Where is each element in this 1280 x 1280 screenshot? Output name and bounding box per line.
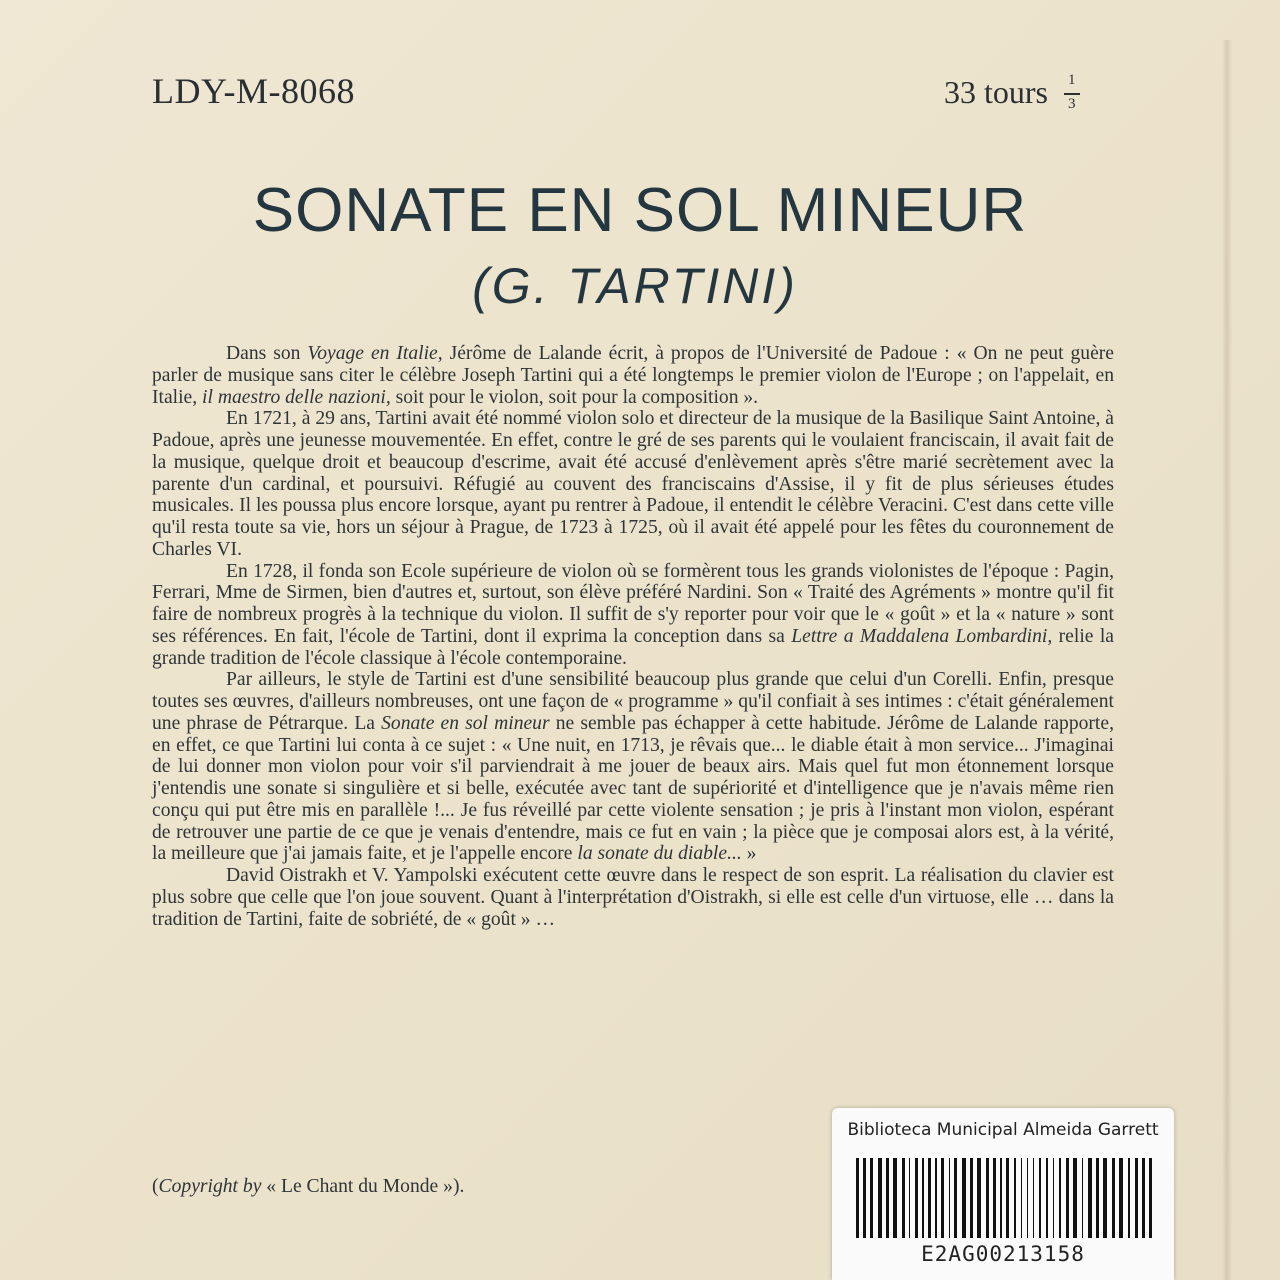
italic-text: Voyage en Italie, bbox=[307, 343, 443, 364]
barcode-bar bbox=[1149, 1158, 1152, 1238]
barcode-bar bbox=[1006, 1158, 1009, 1238]
barcode-bar bbox=[1073, 1158, 1077, 1238]
barcode-bar bbox=[886, 1158, 889, 1238]
barcode-bar bbox=[915, 1158, 918, 1238]
barcode-bar bbox=[993, 1158, 996, 1238]
barcode-bar bbox=[1059, 1158, 1062, 1238]
copyright-italic: Copyright by bbox=[158, 1176, 262, 1197]
speed-fraction bbox=[1062, 71, 1082, 116]
barcode-bar bbox=[1000, 1158, 1001, 1238]
barcode-bar bbox=[1088, 1158, 1092, 1238]
barcode-bar bbox=[1103, 1158, 1107, 1238]
paragraph bbox=[152, 408, 1114, 560]
paragraph bbox=[152, 669, 1114, 865]
barcode-bar bbox=[909, 1158, 910, 1238]
barcode-bar bbox=[878, 1158, 882, 1238]
text-run: En 1728, il fonda son Ecole supérieure de violon où se formèrent tous les grands violonistes de l'époque : Pagin, Ferrari, Mme de Sirmen, bien d'autres et, surtout, son élève préféré Nardini. Son « Traité des Agréments » montre qu'il fit faire de nombreux progrès à la technique du violon. Il suffit de s'y reporter pour voir que le « goût » et la « nature » sont ses références. En fait, l'école de Tartini, dont il exprima la conception dans sa bbox=[152, 560, 1114, 647]
barcode-bar bbox=[1014, 1158, 1017, 1238]
barcode-bar bbox=[1021, 1158, 1022, 1238]
page-title: SONATE EN SOL MINEUR bbox=[252, 176, 1028, 245]
barcode-number: E2AG00213158 bbox=[921, 1242, 1085, 1266]
barcode-bar bbox=[941, 1158, 944, 1238]
paragraph bbox=[152, 343, 1114, 408]
barcode-bar bbox=[1033, 1158, 1034, 1238]
barcode-bar bbox=[1142, 1158, 1145, 1238]
paragraph bbox=[152, 865, 1114, 930]
barcode-bar bbox=[1096, 1158, 1099, 1238]
barcode-bar bbox=[1066, 1158, 1069, 1238]
text-run: Par ailleurs, le style de Tartini est d'une sensibilité beaucoup plus grande que celui d'un Corelli. Enfin, presque toutes ses œuvres, d'ailleurs nombreuses, ont une façon de « programme » qu'il confiait à ses intimes : c'était généralement une phrase de Pétrarque. La bbox=[152, 669, 1114, 734]
barcode-bar bbox=[1119, 1158, 1123, 1238]
text-run: David Oistrakh et V. Yampolski exécutent cette œuvre dans le respect de son esprit. La réalisation du clavier est plus sobre que celle que l'on joue souvent. Quant à l'interprétation d'Oistrakh, si elle est celle d'un virtuose, elle … dans la tradition de Tartini, faite de sobriété, de « goût » … bbox=[152, 865, 1114, 930]
speed-fraction-numerator: 1 bbox=[1068, 71, 1076, 88]
library-barcode-label bbox=[832, 1108, 1174, 1280]
italic-text: il maestro delle nazioni, bbox=[202, 386, 391, 408]
barcode-bar bbox=[928, 1158, 931, 1238]
barcode-bar bbox=[1046, 1158, 1049, 1238]
barcode-bar bbox=[949, 1158, 950, 1238]
speed-fraction-bar bbox=[1064, 93, 1080, 95]
record-speed bbox=[944, 71, 1082, 116]
italic-text: Lettre a Maddalena Lombardini, bbox=[791, 625, 1053, 647]
barcode-bar bbox=[977, 1158, 981, 1238]
barcode-bar bbox=[1039, 1158, 1042, 1238]
barcode-bar bbox=[986, 1158, 989, 1238]
barcode-bar bbox=[970, 1158, 973, 1238]
barcode-bar bbox=[1053, 1158, 1054, 1238]
barcode-bar bbox=[856, 1158, 859, 1238]
text-run: soit pour le violon, soit pour la composition ». bbox=[390, 386, 759, 408]
barcode-bar bbox=[902, 1158, 905, 1238]
italic-text: la sonate du diable... bbox=[577, 843, 742, 865]
composer-subtitle: (G. TARTINI) bbox=[472, 258, 798, 314]
liner-notes-body bbox=[152, 343, 1114, 930]
barcode-bar bbox=[962, 1158, 966, 1238]
barcode-bar bbox=[1135, 1158, 1138, 1238]
text-run: ne semble pas échapper à cette habitude. Jérôme de Lalande rapporte, en effet, ce que Tartini lui conta à ce sujet : « Une nuit, en 1713, je rêvais que... le diable était à mon service... J'imaginai de lui donner mon violon pour voir s'il parviendrait à me jouer de beaux airs. Mais quel fut mon étonnement lorsque j'entendis une sonate si singulière et si belle, exécutée avec tant de supériorité et d'intelligence que je n'avais même rien conçu qui put être mis en parallèle !... Je fus réveillé par cette violente sensation ; je pris à l'instant mon violon, espérant de retrouver une partie de ce que je venais d'entendre, mais ce fut en vain ; la pièce que je composai alors est, à la vérité, la meilleure que j'ai jamais faite, et je l'appelle encore bbox=[152, 712, 1114, 865]
text-run: » bbox=[741, 843, 757, 865]
barcode-bar bbox=[870, 1158, 873, 1238]
barcode-bar bbox=[1112, 1158, 1115, 1238]
catalog-number: LDY-M-8068 bbox=[152, 71, 355, 111]
barcode-bar bbox=[863, 1158, 866, 1238]
library-name: Biblioteca Municipal Almeida Garrett bbox=[847, 1120, 1159, 1140]
text-run: relie la grande tradition de l'école classique à l'école contemporaine. bbox=[152, 625, 1114, 669]
barcode-bar bbox=[922, 1158, 923, 1238]
record-speed-text: 33 tours bbox=[944, 74, 1048, 110]
barcode-bar bbox=[1027, 1158, 1028, 1238]
text-run: En 1721, à 29 ans, Tartini avait été nommé violon solo et directeur de la musique de la Basilique Saint Antoine, à Padoue, après une jeunesse mouvementée. En effet, contre le gré de ses parents qui le voulaient franciscain, il avait fait de la musique, quelque droit et beaucoup d'escrime, avait été accusé d'enlèvement après s'être marié secrètement avec la parente d'un cardinal, et poursuivi. Réfugié au couvent des franciscains d'Assise, il y fit de plus sérieuses études musicales. Il les poussa plus encore lorsque, ayant pu rentrer à Padoue, il entendit le célèbre Veracini. C'est dans cette ville qu'il resta toute sa vie, hors un séjour à Prague, de 1723 à 1725, où il avait été appelé pour les fêtes du couronnement de Charles VI. bbox=[152, 408, 1114, 560]
italic-text: Sonate en sol mineur bbox=[381, 712, 550, 734]
copyright-line bbox=[152, 1176, 464, 1198]
barcode-bar bbox=[893, 1158, 897, 1238]
barcode-bar bbox=[1128, 1158, 1131, 1238]
barcode-bar bbox=[954, 1158, 957, 1238]
text-run: Dans son bbox=[226, 343, 308, 364]
paragraph bbox=[152, 561, 1114, 670]
copyright-suffix: « Le Chant du Monde »). bbox=[261, 1176, 465, 1197]
text-run: Jérôme de Lalande écrit, à propos de l'Université de Padoue : « On ne peut guère parler de musique sans citer le célèbre Joseph Tartini qui a été longtemps le premier violon de l'Europe ; on l'appelait, en Italie, bbox=[152, 343, 1114, 408]
barcode-bar bbox=[1082, 1158, 1083, 1238]
speed-fraction-denominator: 3 bbox=[1068, 95, 1076, 112]
copyright-prefix: ( bbox=[152, 1176, 159, 1197]
barcode-bar bbox=[935, 1158, 936, 1238]
barcode-graphic bbox=[856, 1158, 1152, 1238]
